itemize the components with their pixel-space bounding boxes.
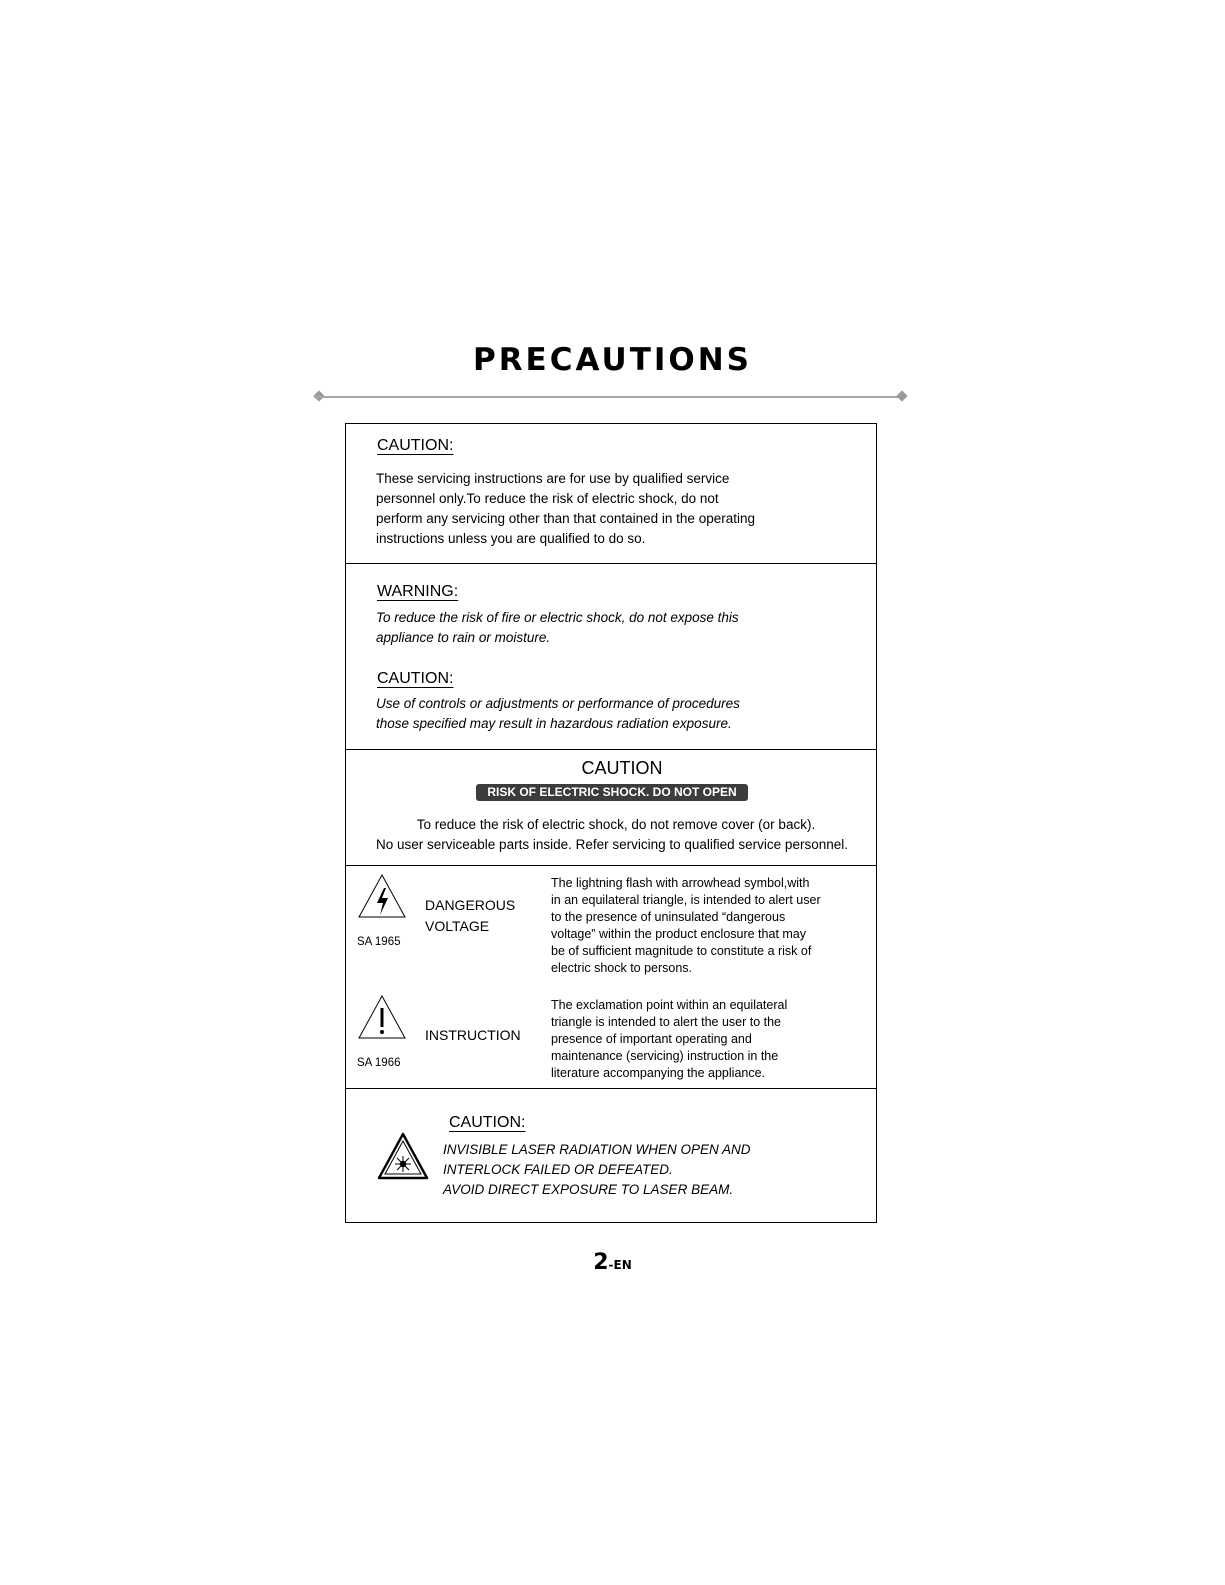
page-number-value: 2 bbox=[593, 1250, 609, 1275]
radiation-caution-text: Use of controls or adjustments or performance of procedures those specified may result in hazardous radiation exposure. bbox=[376, 696, 740, 731]
laser-section bbox=[346, 1088, 876, 1222]
shock-caution-heading: CAUTION bbox=[581, 758, 663, 778]
lightning-triangle-icon bbox=[357, 873, 407, 919]
instruction-label: INSTRUCTION bbox=[425, 1027, 521, 1043]
instruction-description: The exclamation point within an equilateral triangle is intended to alert the user to the presence of important operating and maintenance (servicing) instruction in the literature accompanying the appliance. bbox=[551, 998, 788, 1080]
page-title: PRECAUTIONS bbox=[472, 342, 753, 378]
voltage-symbol-code: SA 1965 bbox=[357, 936, 401, 948]
shock-warning-badge: RISK OF ELECTRIC SHOCK. DO NOT OPEN bbox=[476, 784, 748, 801]
voltage-description: The lightning flash with arrowhead symbol,with in an equilateral triangle, is intended to alert user to the presence of uninsulated “dangerous voltage” within the product enclosure that may be of sufficient magnitude to constitute a risk of electric shock to persons. bbox=[551, 876, 821, 975]
warning-text: To reduce the risk of fire or electric shock, do not expose this appliance to rain or moisture. bbox=[376, 610, 739, 645]
electric-shock-section bbox=[346, 749, 876, 865]
voltage-label: DANGEROUS VOLTAGE bbox=[425, 897, 516, 934]
warning-heading: WARNING: bbox=[377, 583, 459, 600]
title-rule bbox=[314, 396, 906, 398]
warning-section bbox=[346, 563, 876, 749]
caution-section bbox=[346, 424, 876, 563]
laser-warning-icon bbox=[377, 1132, 429, 1180]
caution-text: These servicing instructions are for use by qualified service personnel only.To reduce the risk of electric shock, do not perform any servicing other than that contained in the operating instructions unless you are qualified to do so. bbox=[376, 471, 755, 546]
precautions-frame bbox=[345, 423, 877, 1223]
rule-right-diamond bbox=[896, 390, 907, 401]
page-language-suffix: -EN bbox=[608, 1258, 632, 1272]
shock-text-line-1: To reduce the risk of electric shock, do not remove cover (or back). bbox=[416, 817, 816, 832]
radiation-caution-heading: CAUTION: bbox=[377, 670, 454, 687]
symbols-section bbox=[346, 865, 876, 1088]
page-number bbox=[0, 1250, 1225, 1275]
laser-caution-text: INVISIBLE LASER RADIATION WHEN OPEN AND INTERLOCK FAILED OR DEFEATED. AVOID DIRECT EXPOSURE TO LASER BEAM. bbox=[443, 1142, 751, 1197]
shock-text-line-2: No user serviceable parts inside. Refer servicing to qualified service personnel. bbox=[376, 837, 848, 852]
laser-caution-heading: CAUTION: bbox=[449, 1114, 526, 1131]
exclamation-triangle-icon bbox=[357, 994, 407, 1040]
caution-heading: CAUTION: bbox=[377, 437, 454, 454]
instruction-symbol-code: SA 1966 bbox=[357, 1057, 401, 1069]
